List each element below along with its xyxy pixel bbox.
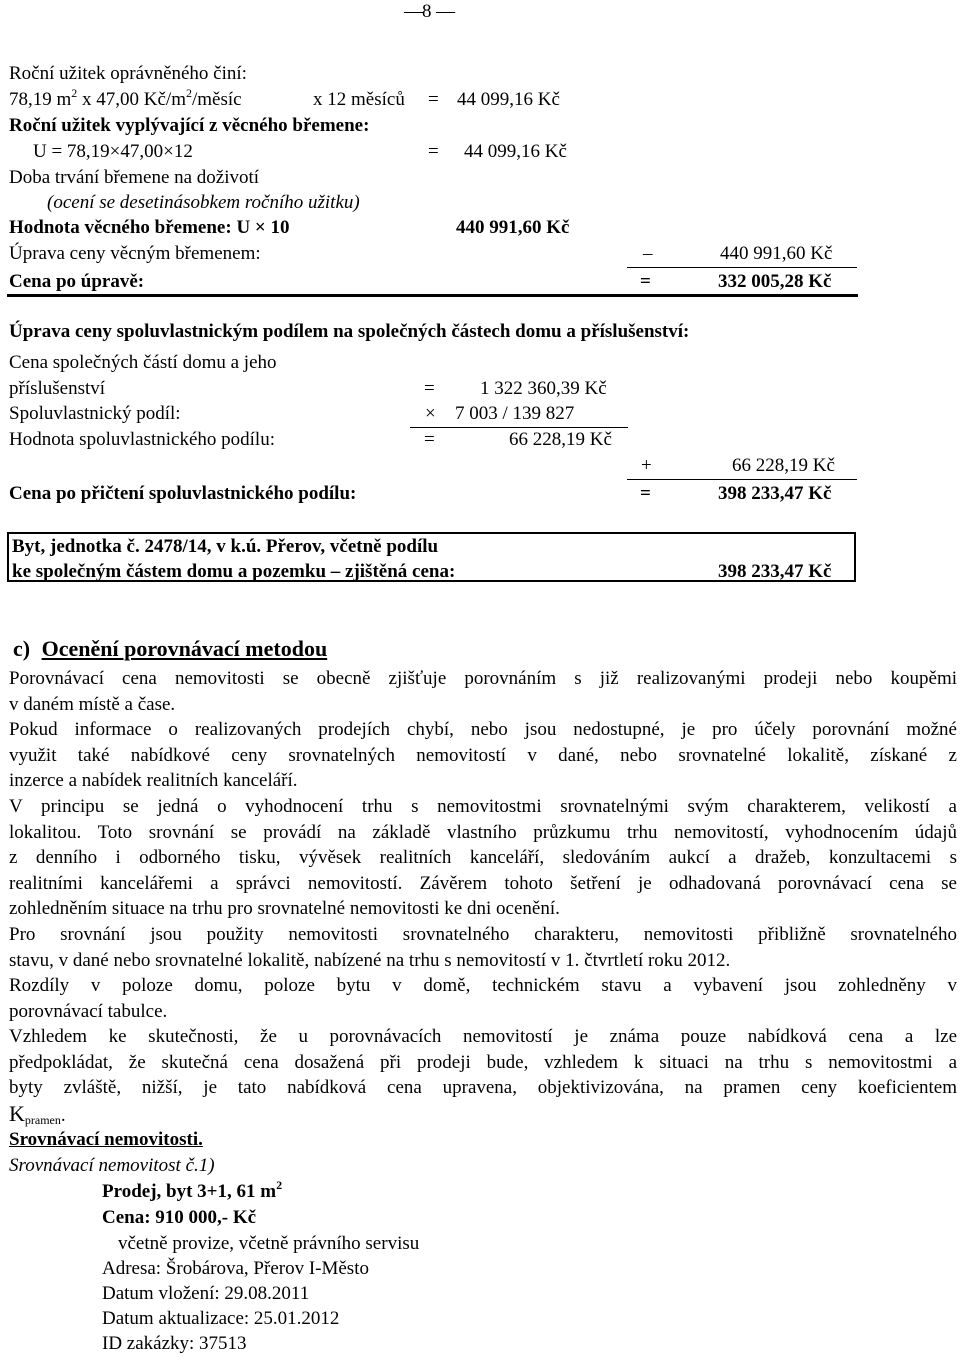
hodnota-bremene-label: Hodnota věcného břemene: U × 10 [9,217,290,238]
summary-value: 398 233,47 Kč [718,561,832,582]
uprava-underline [627,267,857,268]
rocni-uzitek-result: 44 099,16 Kč [457,89,560,110]
paragraph-6: Vzhledem ke skutečnosti, že u porovnávacích nemovitostí je známa pouze nabídková cena a lze předpokládat, že skutečná cena dosažená při prodeji bude, vzhledem k situaci na trhu s nemovitostmi a byty zvláště, nižší, je tato nabídková cena upravena, objektivizována, na pramen ceny koeficientem $K_{pramen}$. [9,1026,957,1127]
bremeno-formula: U = 78,19×47,00×12 [33,141,193,162]
item1-date-inserted: Datum vložení: 29.08.2011 [102,1283,310,1304]
item1-title: Prodej, byt 3+1, 61 $m^2$ [102,1178,283,1202]
doba-note: (ocení se desetinásobkem ročního užitku) [47,192,360,213]
page-number-dash-right: — [436,1,455,22]
hodnota-podilu-value: 66 228,19 Kč [509,429,612,450]
uprava-sign: – [643,243,653,264]
cena-po-pricteni-eq: = [640,483,651,504]
doba-label: Doba trvání břemene na doživotí [9,167,260,188]
summary-line2: ke společným částem domu a pozemku – zjištěná cena: [12,561,456,582]
rocni-uzitek-months: x 12 měsíců [313,89,405,110]
paragraph-3: V principu se jedná o vyhodnocení trhu s nemovitostmi srovnatelnými svým charakterem, velikostí a lokalitou. Toto srovnání se provádí na základě vlastního průzkumu trhu nemovitostí, vyhodnocením údajů z denního i odborného tisku, vývěsek realitních kanceláří, sledováním aukcí a dražeb, konzultacemi s realitními kancelářemi a správci nemovitostí. Závěrem tohoto šetření je odhadovaná porovnávací cena se zohledněním situace na trhu pro srovnatelné nemovitosti ke dni ocenění. [9,796,957,919]
cena-casti-line2: příslušenství [9,378,106,399]
podil-value: 7 003 / 139 827 [455,403,575,424]
section-c-heading [13,637,327,661]
section-c-title: Ocenění porovnávací metodou [41,636,328,661]
item1-order-id: ID zakázky: 37513 [102,1333,247,1354]
rocni-uzitek-calc: 78,19 $m^2$ x 47,00 $Kč/m^2$/měsíc [9,86,242,110]
item1-note: včetně provize, včetně právního servisu [118,1233,420,1254]
paragraph-1: Porovnávací cena nemovitosti se obecně zjišťuje porovnáním s již realizovanými prodeji nebo koupěmi v daném místě a čase. [9,668,957,715]
paragraph-4: Pro srovnání jsou použity nemovitosti srovnatelného charakteru, nemovitosti přibližně srovnatelného stavu, v dané nebo srovnatelné lokalitě, nabízené na trhu s nemovitostí v 1. čtvrtletí roku 2012. [9,924,957,971]
spoluvlastnictvi-heading: Úprava ceny spoluvlastnickým podílem na společných částech domu a příslušenství: [9,321,690,342]
cena-casti-eq: = [424,378,435,399]
rocni-uzitek-eq: = [428,89,439,110]
srovnavaci-subheading: Srovnávací nemovitost č.1) [9,1155,215,1176]
rocni-uzitek-label: Roční užitek oprávněného činí: [9,63,247,84]
cena-casti-value: 1 322 360,39 Kč [480,378,607,399]
podil-sign: × [425,403,436,424]
cena-po-uprave-value: 332 005,28 Kč [718,271,832,292]
section-c-letter: c) [13,636,31,661]
cena-po-uprave-label: Cena po úpravě: [9,271,145,292]
hodnota-podilu-label: Hodnota spoluvlastnického podílu: [9,429,275,450]
page-number: 8 [422,1,432,22]
paragraph-6-last-line: $K_{pramen}$. [9,1100,66,1127]
item1-price: Cena: 910 000,- Kč [102,1207,257,1228]
bremeno-eq: = [428,141,439,162]
uprava-value: 440 991,60 Kč [720,243,833,264]
cena-casti-line1: Cena společných částí domu a jeho [9,352,277,373]
summary-line1: Byt, jednotka č. 2478/14, v k.ú. Přerov, včetně podílu [12,536,439,557]
plus-sign: + [641,455,652,476]
paragraph-2: Pokud informace o realizovaných prodejích chybí, nebo jsou nedostupné, je pro účely porovnání možné využit také nabídkové ceny srovnatelných nemovitostí v dané, nebo srovnatelné lokalitě, získané z inzerce a nabídek realitních kanceláří. [9,719,957,791]
hodnota-podilu-eq: = [424,429,435,450]
cena-po-uprave-eq: = [640,271,651,292]
plus-value: 66 228,19 Kč [732,455,835,476]
hodnota-bremene-value: 440 991,60 Kč [456,217,570,238]
srovnavaci-heading: Srovnávací nemovitosti. [9,1129,203,1150]
plus-underline [627,479,857,480]
cena-po-pricteni-value: 398 233,47 Kč [718,483,832,504]
uprava-label: Úprava ceny věcným břemenem: [9,243,261,264]
bremeno-result: 44 099,16 Kč [464,141,567,162]
podil-label: Spoluvlastnický podíl: [9,403,181,424]
page-number-dash-left: — [404,1,423,22]
paragraph-5: Rozdíly v poloze domu, poloze bytu v domě, technickém stavu a vybavení jsou zohledněny v porovnávací tabulce. [9,975,957,1022]
item1-address: Adresa: Šrobárova, Přerov I-Město [102,1258,369,1279]
cena-po-pricteni-label: Cena po přičtení spoluvlastnického podílu: [9,483,357,504]
bremeno-label: Roční užitek vyplývající z věcného břemene: [9,115,370,136]
item1-date-updated: Datum aktualizace: 25.01.2012 [102,1308,340,1329]
valuation-divider [7,294,858,297]
